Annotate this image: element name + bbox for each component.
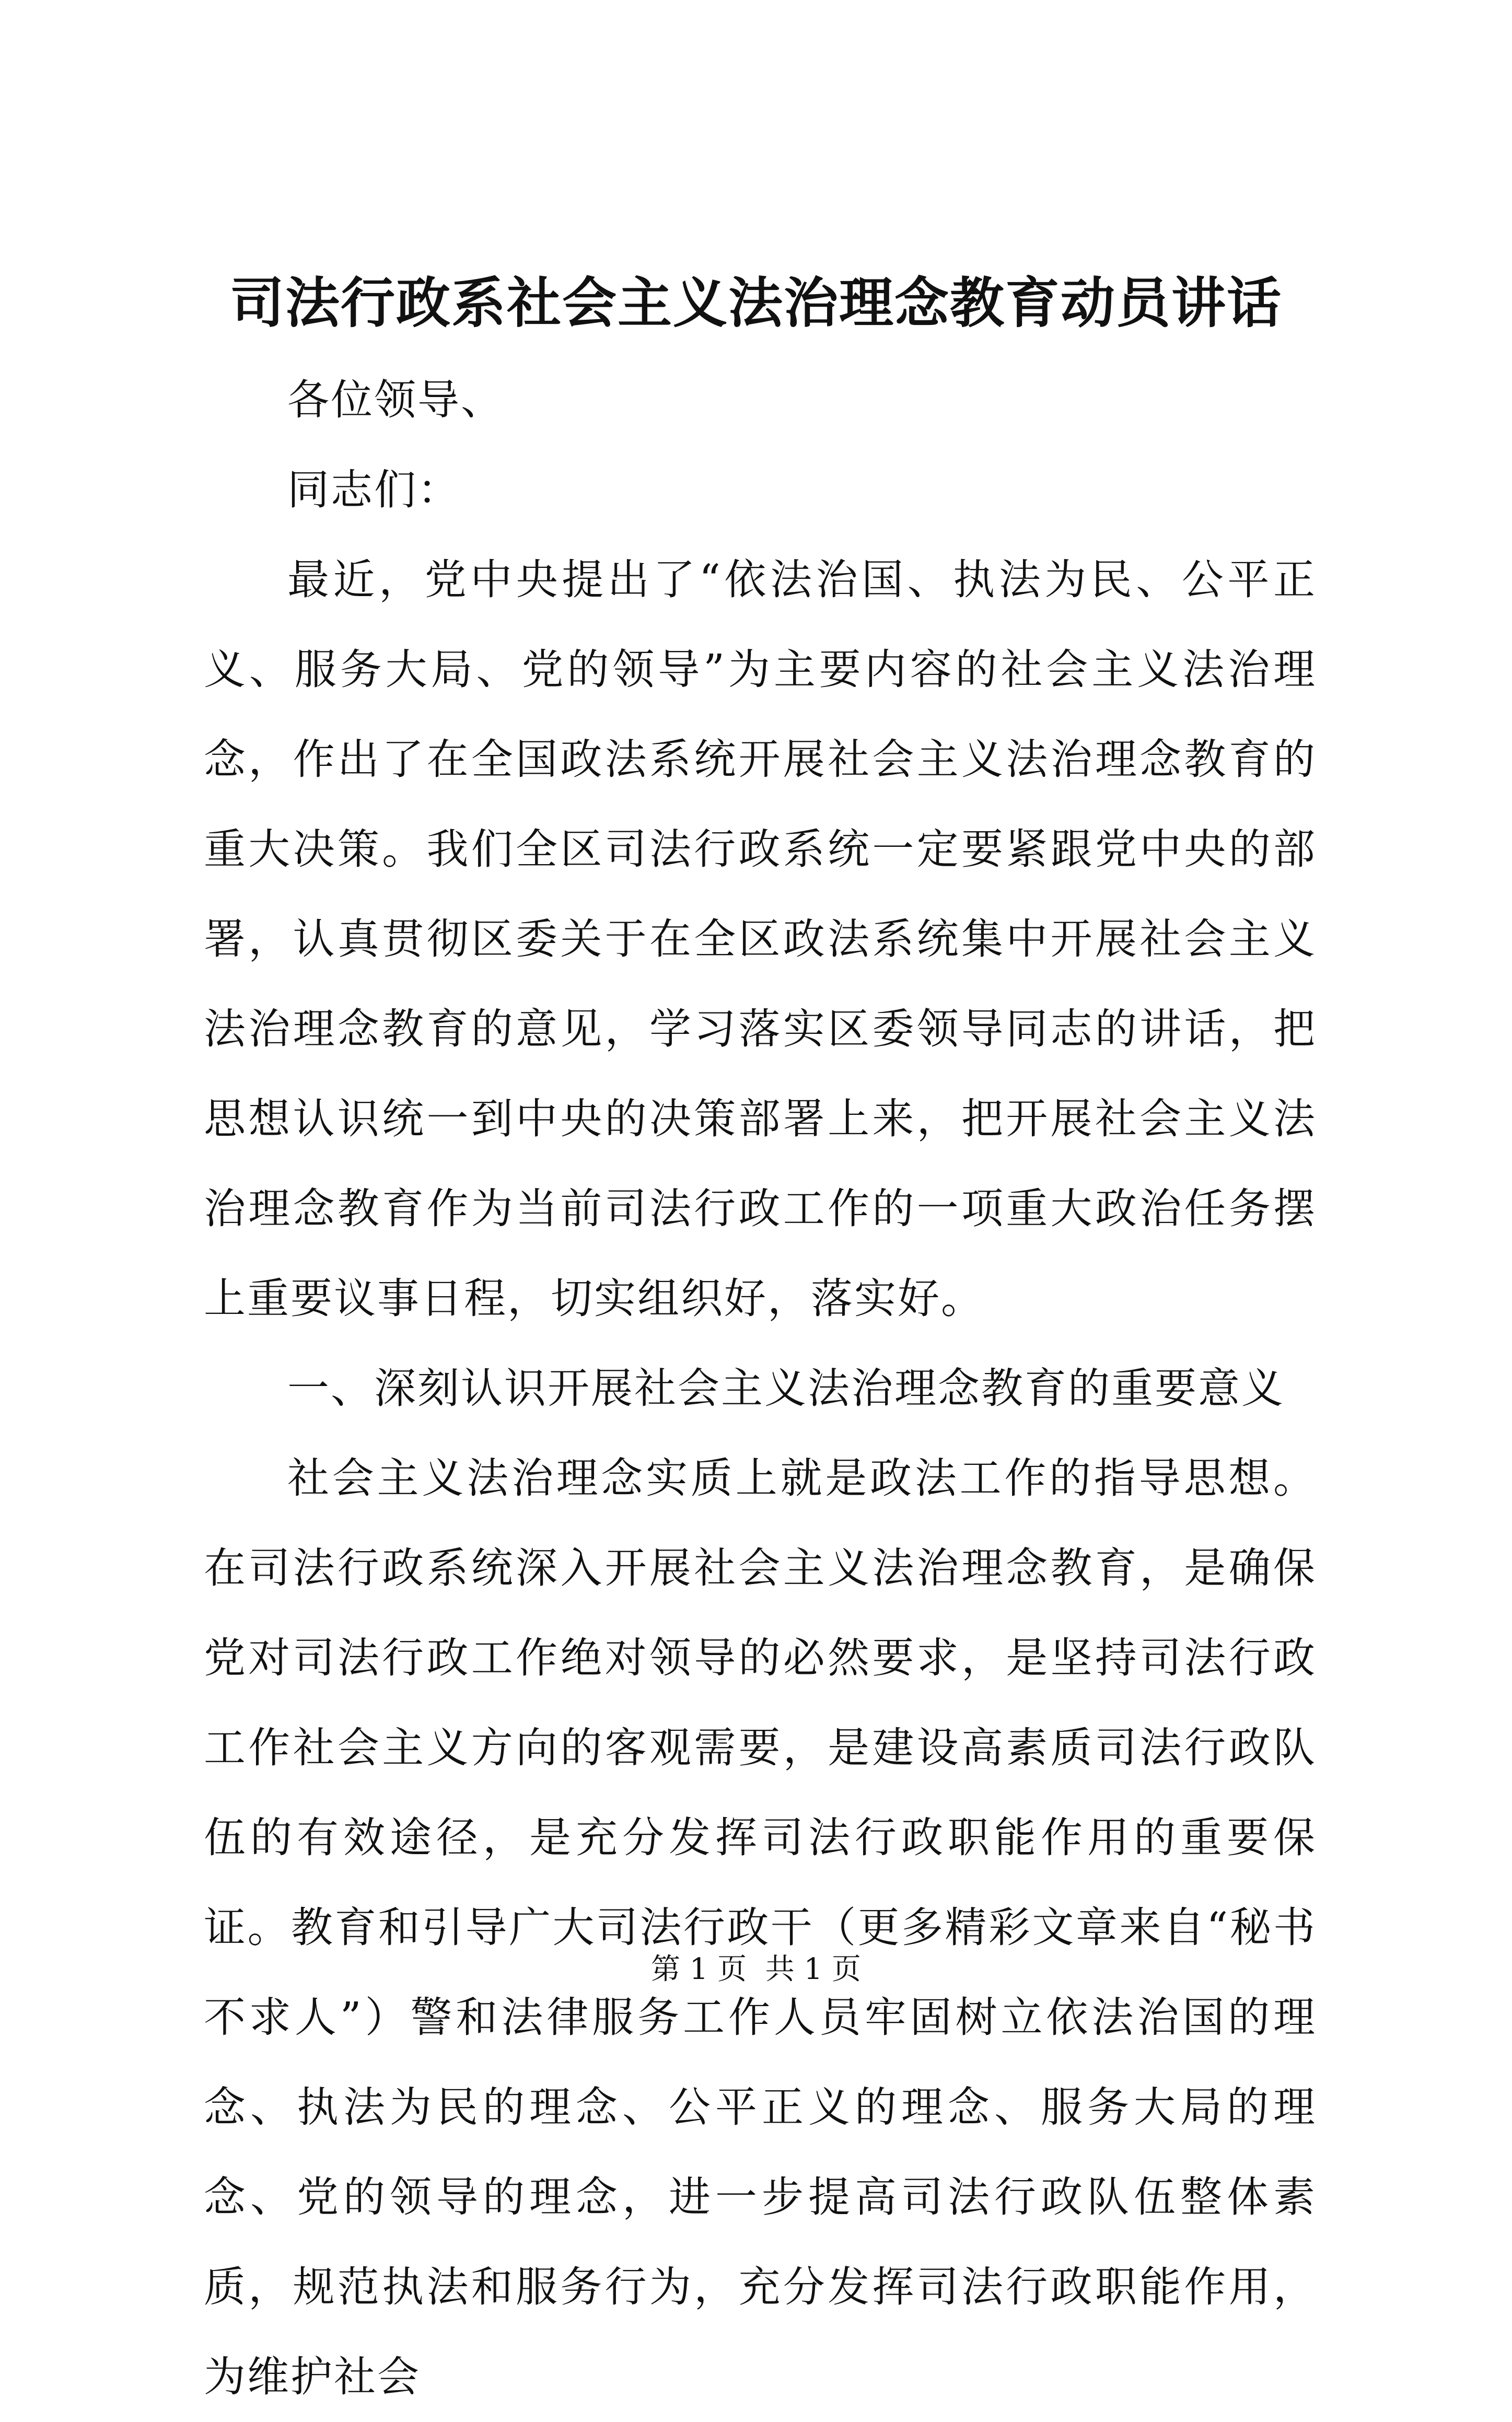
salutation-line-1: 各位领导、 [287, 376, 504, 424]
document-body [204, 355, 1317, 2422]
salutation-line-2: 同志们： [287, 465, 461, 514]
body-paragraph: 社会主义法治理念实质上就是政法工作的指导思想。在司法行政系统深入开展社会主义法治理念教育，是确保党对司法行政工作绝对领导的必然要求，是坚持司法行政工作社会主义方向的客观需要，是建设高素质司法行政队伍的有效途径，是充分发挥司法行政职能作用的重要保证。教育和引导广大司法行政干（更多精彩文章来自“秘书不求人”）警和法律服务工作人员牢固树立依法治国的理念、执法为民的理念、公平正义的理念、服务大局的理念、党的领导的理念，进一步提高司法行政队伍整体素质，规范执法和服务行为，充分发挥司法行政职能作用，为维护社会 [204, 1454, 1317, 2401]
body-paragraph: 最近，党中央提出了“依法治国、执法为民、公平正义、服务大局、党的领导”为主要内容的社会主义法治理念，作出了在全国政法系统开展社会主义法治理念教育的重大决策。我们全区司法行政系统一定要紧跟党中央的部署，认真贯彻区委关于在全区政法系统集中开展社会主义法治理念教育的意见，学习落实区委领导同志的讲话，把思想认识统一到中央的决策部署上来，把开展社会主义法治理念教育作为当前司法行政工作的一项重大政治任务摆上重要议事日程，切实组织好，落实好。 [204, 555, 1317, 1323]
page-total: 共 1 页 [765, 1952, 862, 1986]
document-title: 司法行政系社会主义法治理念教育动员讲话 [229, 271, 1282, 335]
section-heading: 一、深刻认识开展社会主义法治理念教育的重要意义 [287, 1364, 1285, 1413]
page-footer [0, 1949, 1512, 1990]
page-number: 第 1 页 [650, 1952, 747, 1986]
